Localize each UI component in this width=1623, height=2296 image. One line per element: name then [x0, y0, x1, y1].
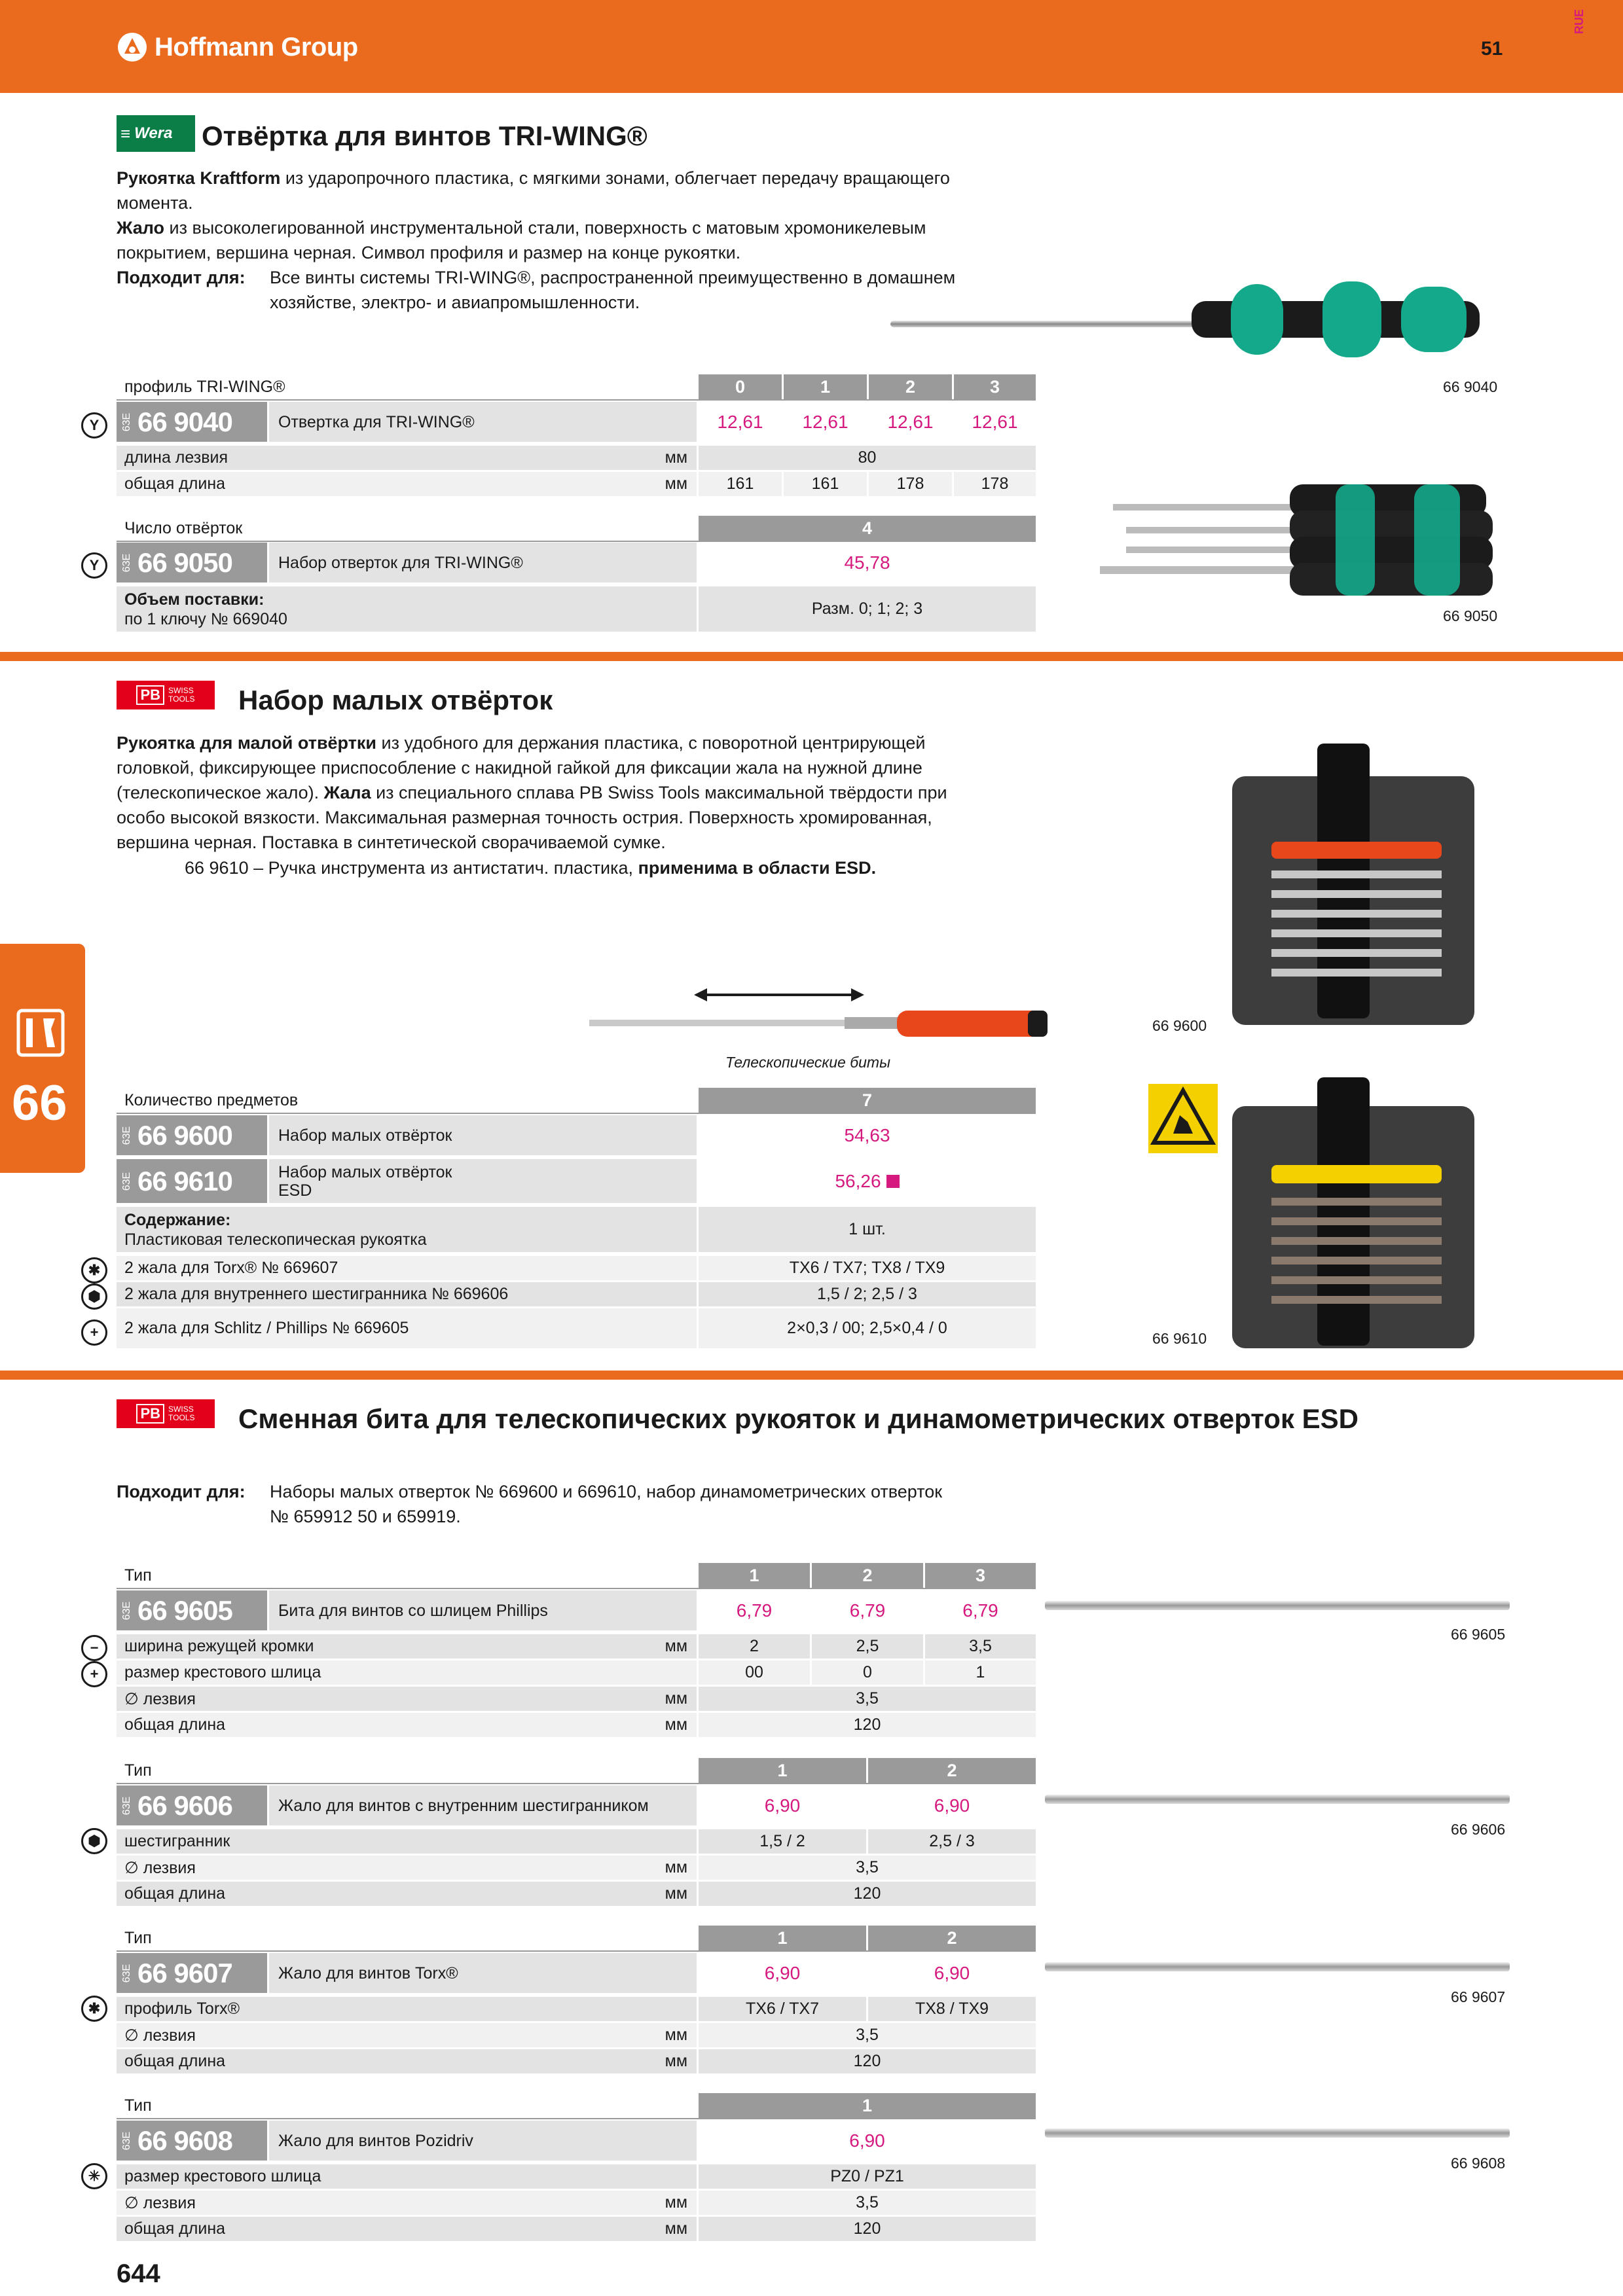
tri-wing-set-image [1074, 471, 1506, 602]
spec-row-content: Содержание: Пластиковая телескопическая рукоятка 1 шт. [117, 1207, 1036, 1254]
section-title-tri-wing: Отвёртка для винтов TRI-WING® [202, 120, 647, 151]
torx-symbol-icon-2: ✱ [81, 1996, 107, 2022]
section-title-bits: Сменная бита для телескопических рукояток и динамометрических отверток ESD [238, 1403, 1359, 1434]
table-header-669608: Тип 1 [117, 2093, 1036, 2119]
pb-swiss-tools-logo: PB SWISS TOOLS [117, 681, 215, 709]
fit-text: Все винты системы TRI-WING®, распространенной преимущественно в домашнем хозяйстве, электро- и авиапромышленности. [270, 268, 956, 312]
table-header-669606: Тип 1 2 [117, 1758, 1036, 1784]
spec-row-blade-diameter-2: ∅ лезвия мм 3,5 [117, 1856, 1036, 1882]
spec-row-edge-width: ширина режущей кромки мм 2 2,5 3,5 [117, 1634, 1036, 1660]
hex-symbol-icon-2: ⬢ [81, 1828, 107, 1854]
esd-marker-icon [886, 1175, 900, 1188]
image-label-669608: 66 9608 [1451, 2155, 1506, 2172]
spec-row-blade-diameter: ∅ лезвия мм 3,5 [117, 1687, 1036, 1713]
language-code: RUE [1573, 9, 1586, 34]
phillips-symbol-icon: + [81, 1319, 107, 1346]
section-separator [0, 652, 1623, 661]
spec-row-total-length-5: общая длина мм 120 [117, 2217, 1036, 2243]
spec-row-blade-length: длина лезвия мм 80 [117, 446, 1036, 472]
pouch-669610-image [1226, 1073, 1481, 1355]
table-header-669607: Тип 1 2 [117, 1926, 1036, 1952]
image-label-669605: 66 9605 [1451, 1626, 1506, 1643]
image-label-669600: 66 9600 [1152, 1017, 1207, 1034]
product-row-669608[interactable]: 63E 66 9608 Жало для винтов Pozidriv 6,90 [117, 2121, 1036, 2162]
table-header-items: Количество предметов 7 [117, 1088, 1036, 1114]
phillips-symbol-icon-2: + [81, 1661, 107, 1687]
product-row-669606[interactable]: 63E 66 9606 Жало для винтов с внутренним шестигранником 6,90 6,90 [117, 1785, 1036, 1827]
fit-label: Подходит для: [117, 268, 246, 287]
pouch-669600-image [1226, 737, 1481, 1031]
spec-row-scope: Объем поставки: по 1 ключу № 669040 Разм. 0; 1; 2; 3 [117, 586, 1036, 634]
slot-symbol-icon: − [81, 1635, 107, 1661]
fit-text-2: Наборы малых отверток № 669600 и 669610, набор динамометрических отверток № 659912 50 и 659919. [270, 1482, 943, 1526]
chapter-number: 66 [12, 1075, 67, 1131]
product-row-669050[interactable]: 63E 66 9050 Набор отверток для TRI-WING® 45,78 [117, 543, 1036, 584]
tri-wing-description: Рукоятка Kraftform из ударопрочного пластика, с мягкими зонами, облегчает передачу вращающего момента. Жало из высоколегированной инструментальной стали, поверхность с матовым хромоникелевым покрытием, вершина черная. Символ профиля и размер на конце рукоятки. [117, 168, 950, 262]
esd-note: 66 9610 – Ручка инструмента из антистатич. пластика, применима в области ESD. [185, 858, 877, 878]
section-separator-2 [0, 1371, 1623, 1380]
tri-wing-symbol-icon-2: Y [81, 552, 107, 579]
page-number: 51 [1481, 38, 1503, 60]
hex-symbol-icon: ⬢ [81, 1283, 107, 1310]
telescopic-bits-label: Телескопические биты [725, 1054, 891, 1071]
telescopic-screwdriver-image [583, 982, 1054, 1047]
spec-row-blade-diameter-4: ∅ лезвия мм 3,5 [117, 2191, 1036, 2217]
spec-row-hex: 2 жала для внутреннего шестигранника № 669606 1,5 / 2; 2,5 / 3 [117, 1282, 1036, 1308]
table-header-669605: Тип 1 2 3 [117, 1563, 1036, 1589]
fit-label-2: Подходит для: [117, 1482, 246, 1501]
image-label-669607: 66 9607 [1451, 1988, 1506, 2005]
product-row-669600[interactable]: 63E 66 9600 Набор малых отвёрток 54,63 [117, 1115, 1036, 1157]
product-row-669607[interactable]: 63E 66 9607 Жало для винтов Torx® 6,90 6,90 [117, 1953, 1036, 1995]
spec-row-total-length-4: общая длина мм 120 [117, 2049, 1036, 2075]
bit-669606-image [1045, 1795, 1510, 1804]
product-row-669610[interactable]: 63E 66 9610 Набор малых отвёрток ESD 56,26 [117, 1159, 1036, 1205]
wera-handle-image [1192, 275, 1480, 360]
spec-row-hex-size: шестигранник 1,5 / 2 2,5 / 3 [117, 1829, 1036, 1856]
spec-row-total-length: общая длина мм 161 161 178 178 [117, 472, 1036, 498]
spec-row-total-length-3: общая длина мм 120 [117, 1882, 1036, 1908]
image-label-669606: 66 9606 [1451, 1821, 1506, 1838]
torx-symbol-icon: ✱ [81, 1257, 107, 1283]
section-title-small-screwdrivers: Набор малых отвёрток [238, 685, 553, 715]
pb-swiss-tools-logo-2: PB SWISS TOOLS [117, 1399, 215, 1428]
spec-row-torx: 2 жала для Torx® № 669607 TX6 / TX7; TX8 / TX9 [117, 1256, 1036, 1282]
image-label-669050: 66 9050 [1443, 607, 1498, 624]
tools-icon [14, 1007, 67, 1059]
spec-row-pozidriv-size: размер крестового шлица PZ0 / PZ1 [117, 2164, 1036, 2191]
hoffmann-logo [117, 27, 358, 67]
chapter-tab [0, 944, 85, 1173]
table-header-tri-wing: профиль TRI-WING® 0 1 2 3 [117, 374, 1036, 401]
product-row-669605[interactable]: 63E 66 9605 Бита для винтов со шлицем Phillips 6,79 6,79 6,79 [117, 1590, 1036, 1632]
small-screwdrivers-description: Рукоятка для малой отвёртки из удобного для держания пластика, с поворотной центрирующей головкой, фиксирующее приспособление с накидной гайкой для фиксации жала на нужной длине (телескопическое жало). Жала из специального сплава PB Swiss Tools максимальной твёрдости при особо высокой вязкости. Максимальная размерная точность острия. Поверхность хромированная, вершина черная. Поставка в синтетической сворачиваемой сумке. [117, 733, 947, 852]
spec-row-schlitz-phillips: 2 жала для Schlitz / Phillips № 669605 2×0,3 / 00; 2,5×0,4 / 0 [117, 1308, 1036, 1350]
spec-row-blade-diameter-3: ∅ лезвия мм 3,5 [117, 2023, 1036, 2049]
table-header-count: Число отвёрток 4 [117, 516, 1036, 542]
brand-name: Hoffmann Group [155, 32, 358, 62]
bit-669607-image [1045, 1962, 1510, 1971]
bit-669605-image [1045, 1601, 1510, 1610]
image-label-669040: 66 9040 [1443, 378, 1498, 395]
bit-669608-image [1045, 2128, 1510, 2138]
tri-wing-symbol-icon: Y [81, 412, 107, 439]
pozidriv-symbol-icon: ✳ [81, 2163, 107, 2189]
image-label-669610: 66 9610 [1152, 1330, 1207, 1347]
wera-logo: ≡ Wera [117, 115, 195, 152]
spec-row-total-length-2: общая длина мм 120 [117, 1713, 1036, 1739]
hoffmann-logo-icon [117, 31, 148, 63]
esd-warning-icon [1147, 1083, 1219, 1155]
spec-row-torx-profile: профиль Torx® TX6 / TX7 TX8 / TX9 [117, 1997, 1036, 2023]
product-row-669040[interactable]: 63E 66 9040 Отвертка для TRI-WING® 12,61 12,61 12,61 12,61 [117, 402, 1036, 444]
footer-page-number: 644 [117, 2259, 160, 2288]
spec-row-cross-size: размер крестового шлица 00 0 1 [117, 1660, 1036, 1687]
